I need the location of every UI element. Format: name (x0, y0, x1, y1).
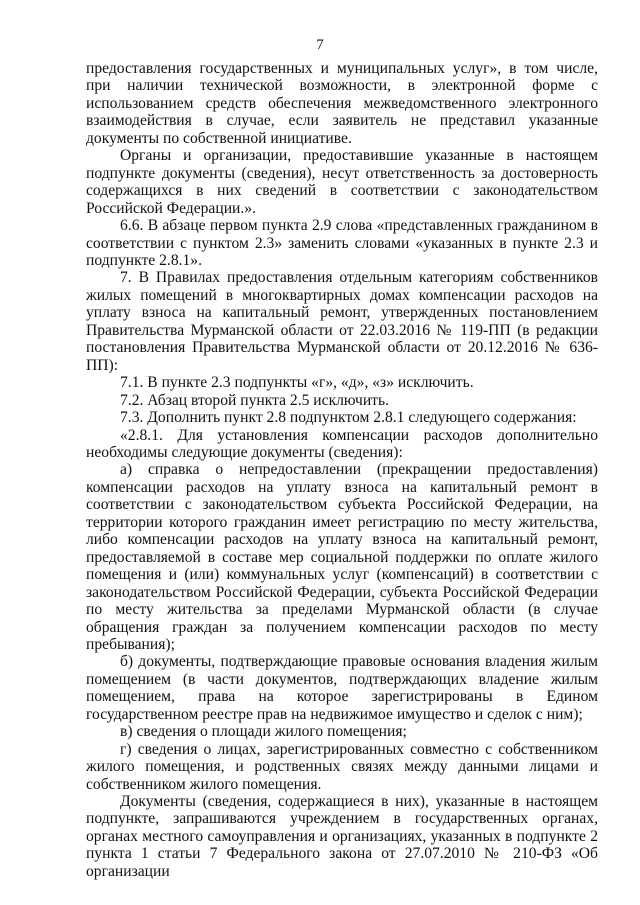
paragraph-7-3: 7.3. Дополнить пункт 2.8 подпунктом 2.8.1 следующего содержания: (120, 409, 577, 427)
paragraph-continuation: предоставления государственных и муниципальных услуг», в том числе, при наличии технической возможности, в электронной форме с использованием средств обеспечения межведомственного электронного взаимодействия в случае, если заявитель не представил указанные документы по собственной инициативе. (86, 60, 598, 147)
paragraph-7-1: 7.1. В пункте 2.3 подпункты «г», «д», «з» исключить. (120, 374, 474, 392)
list-item-g: г) сведения о лицах, зарегистрированных совместно с собственником жилого помещения, и родственных связях между данными лицами и собственником жилого помещения. (86, 740, 598, 793)
paragraph-responsibility: Органы и организации, предоставившие указанные в настоящем подпункте документы (сведения), несут ответственность за достоверность содержащихся в них сведений в соответствии с законодательством Российской Федерации.». (86, 147, 598, 217)
paragraph-6-6: 6.6. В абзаце первом пункта 2.9 слова «представленных гражданином в соответствии с пунктом 2.3» заменить словами «указанных в пункте 2.3 и подпункте 2.8.1». (86, 217, 598, 269)
document-body (86, 60, 598, 880)
paragraph-2-8-1: «2.8.1. Для установления компенсации расходов дополнительно необходимы следующие документы (сведения): (86, 426, 598, 461)
paragraph-documents-requested: Документы (сведения, содержащиеся в них), указанные в настоящем подпункте, запрашиваются учреждением в государственных органах, органах местного самоуправления и организациях, указанных в подпункте 2 пункта 1 статьи 7 Федерального закона от 27.07.2010 № 210-ФЗ «Об организации (86, 793, 598, 880)
list-item-a: а) справка о непредоставлении (прекращении предоставления) компенсации расходов на уплату взноса на капитальный ремонт в соответствии с законодательством субъекта Российской Федерации, на территории которого гражданин имеет регистрацию по месту жительства, либо компенсации расходов на уплату взноса на капитальный ремонт, предоставляемой в составе мер социальной поддержки по оплате жилого помещения и (или) коммунальных услуг (компенсаций) в соответствии с законодательством Российской Федерации, субъекта Российской Федерации по месту жительства за пределами Мурманской области (в случае обращения граждан за получением компенсации расходов по месту пребывания); (86, 461, 598, 653)
paragraph-7: 7. В Правилах предоставления отдельным категориям собственников жилых помещений в многоквартирных домах компенсации расходов на уплату взноса на капитальный ремонт, утвержденных постановлением Правительства Мурманской области от 22.03.2016 № 119-ПП (в редакции постановления Правительства Мурманской области от 20.12.2016 № 636-ПП): (86, 269, 598, 374)
list-item-v: в) сведения о площади жилого помещения; (120, 723, 407, 741)
page-number: 7 (316, 37, 324, 53)
list-item-b: б) документы, подтверждающие правовые основания владения жилым помещением (в части документов, подтверждающих владение жилым помещением, права на которое зарегистрированы в Едином государственном реестре прав на недвижимое имущество и сделок с ним); (86, 653, 598, 723)
paragraph-7-2: 7.2. Абзац второй пункта 2.5 исключить. (120, 391, 389, 409)
